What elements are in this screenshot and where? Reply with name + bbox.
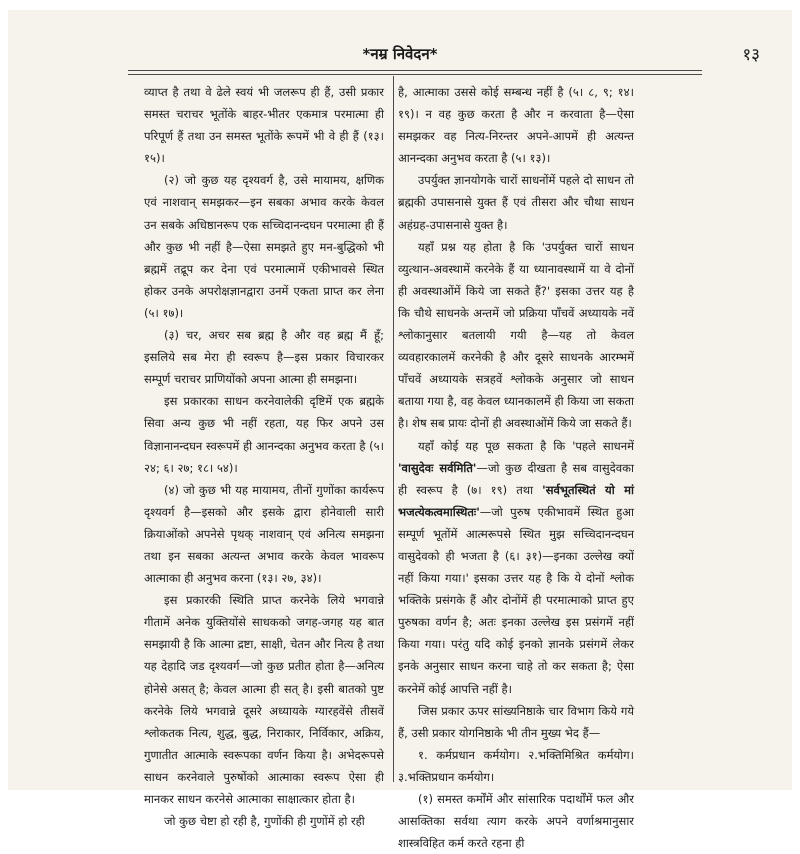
paragraph: उपर्युक्त ज्ञानयोगके चारों साधनोंमें पहले दो साधन तो ब्रह्मकी उपासनासे युक्त हैं एवं तीसरा और चौथा साधन अहंग्रह-उपासनासे युक्त है। xyxy=(398,173,634,232)
paragraph: (१) समस्त कर्मोंमें और सांसारिक पदार्थोंमें फल और आसक्तिका सर्वथा त्याग करके अपने वर्णाश्रमानुसार शास्त्रविहित कर्म करते रहना ही xyxy=(398,792,634,851)
text-run: —जो पुरुष एकीभावमें स्थित हुआ सम्पूर्ण भूतोंमें आत्मरूपसे स्थित मुझ सच्चिदानन्दघन वासुदेवको ही भजता है (६। ३१)—इनका उल्लेख क्यों नहीं किया गया।' इसका उत्तर यह है कि ये दोनों श्लोक भक्तिके प्रसंगके हैं और दोनोंमें ही परमात्माको प्राप्त हुए पुरुषका वर्णन है; अतः इनका उल्लेख इस प्रसंगमें नहीं किया गया। परंतु यदि कोई इनको ज्ञानके प्रसंगमें लेकर इनके अनुसार साधन करना चाहे तो कर सकता है; ऐसा करनेमें कोई आपत्ति नहीं है। xyxy=(398,504,634,696)
paragraph: है, आत्माका उससे कोई सम्बन्ध नहीं है (५। ८, ९; १४। १९)। न वह कुछ करता है और न करवाता है—ऐसा समझकर वह नित्य-निरन्तर अपने-आपमें ही अत्यन्त आनन्दका अनुभव करता है (५। १३)। xyxy=(398,85,634,166)
bold-quote: 'वासुदेवः सर्वमिति' xyxy=(398,460,477,475)
paragraph xyxy=(398,435,634,700)
header-rule-bottom xyxy=(128,74,702,75)
right-column xyxy=(398,81,634,854)
text-run: यहाँ कोई यह पूछ सकता है कि 'पहले साधनमें xyxy=(418,438,634,453)
paragraph: जो कुछ चेष्टा हो रही है, गुणोंकी ही गुणोंमें हो रही xyxy=(164,814,365,829)
running-title: *नम्र निवेदन* xyxy=(362,45,438,63)
left-column xyxy=(144,81,384,832)
paragraph: यहाँ प्रश्न यह होता है कि 'उपर्युक्त चारों साधन व्युत्थान-अवस्थामें करनेके हैं या ध्यानावस्थामें या वे दोनों ही अवस्थाओंमें किये जा सकते हैं?' इसका उत्तर यह है कि चौथे साधनके अन्तमें जो प्रक्रिया पाँचवें अध्यायके नवें श्लोकानुसार बतलायी गयी है—यह तो केवल व्यवहारकालमें करनेकी है और दूसरे साधनके आरम्भमें पाँचवें अध्यायके सत्रहवें श्लोकके अनुसार जो साधन बताया गया है, वह केवल ध्यानकालमें ही किया जा सकता है। शेष सब प्रायः दोनों ही अवस्थाओंमें किये जा सकते हैं। xyxy=(398,239,634,431)
paragraph: १. कर्मप्रधान कर्मयोग। २.भक्तिमिश्रित कर्मयोग। ३.भक्तिप्रधान कर्मयोग। xyxy=(398,747,634,784)
paragraph: व्याप्त है तथा वे ढेले स्वयं भी जलरूप ही हैं, उसी प्रकार समस्त चराचर भूतोंके बाहर-भीतर एकमात्र परमात्मा ही परिपूर्ण हैं तथा उन समस्त भूतोंके रूपमें भी वे ही हैं (१३। १५)। xyxy=(144,85,384,166)
bold-quote: 'सर्वभूतस्थितं यो मां भजत्येकत्वमास्थितः' xyxy=(398,482,634,519)
column-divider xyxy=(393,76,394,782)
paragraph: (२) जो कुछ यह दृश्यवर्ग है, उसे मायामय, क्षणिक एवं नाशवान् समझकर—इन सबका अभाव करके केवल उन सबके अधिष्ठानरूप एक सच्चिदानन्दघन परमात्मा ही हैं और कुछ भी नहीं है—ऐसा समझते हुए मन-बुद्धिको भी ब्रह्ममें तद्रूप कर देना एवं परमात्मामें एकीभावसे स्थित होकर उनके अपरोक्षज्ञानद्वारा उनमें एकता प्राप्त कर लेना (५। १७)। xyxy=(144,173,384,320)
book-page xyxy=(8,10,792,851)
header-rule-top xyxy=(128,70,702,71)
paragraph: इस प्रकारका साधन करनेवालेकी दृष्टिमें एक ब्रह्मके सिवा अन्य कुछ भी नहीं रहता, यह फिर अपने उस विज्ञानानन्दघन स्वरूपमें ही आनन्दका अनुभव करता है (५। २४; ६। २७; १८। ५४)। xyxy=(144,394,384,475)
page-number: १३ xyxy=(742,45,760,65)
text-run: —जो कुछ दीखता है सब वासुदेवका ही स्वरूप है (७। १९) तथा xyxy=(398,460,634,497)
paragraph: (४) जो कुछ भी यह मायामय, तीनों गुणोंका कार्यरूप दृश्यवर्ग है—इसको और इसके द्वारा होनेवाली सारी क्रियाओंको अपनेसे पृथक् नाशवान् एवं अनित्य समझना तथा इन सबका अत्यन्त अभाव करके केवल भावरूप आत्माका ही अनुभव करना (१३। २७, ३४)। xyxy=(144,482,384,586)
page-header xyxy=(8,44,792,72)
paragraph: जिस प्रकार ऊपर सांख्यनिष्ठाके चार विभाग किये गये हैं, उसी प्रकार योगनिष्ठाके भी तीन मुख्य भेद हैं— xyxy=(398,703,634,740)
paragraph: इस प्रकारकी स्थिति प्राप्त करनेके लिये भगवान्ने गीतामें अनेक युक्तियोंसे साधकको जगह-जगह यह बात समझायी है कि आत्मा द्रष्टा, साक्षी, चेतन और नित्य है तथा यह देहादि जड दृश्यवर्ग—जो कुछ प्रतीत होता है—अनित्य होनेसे असत् है; केवल आत्मा ही सत् है। इसी बातको पुष्ट करनेके लिये भगवान्ने दूसरे अध्यायके ग्यारहवेंसे तीसवें श्लोकतक नित्य, शुद्ध, बुद्ध, निराकार, निर्विकार, अक्रिय, गुणातीत आत्माके स्वरूपका वर्णन किया है। अभेदरूपसे साधन करनेवाले पुरुषोंको आत्माका स्वरूप ऐसा ही मानकर साधन करनेसे आत्माका साक्षात्कार होता है। xyxy=(144,593,384,806)
paragraph: (३) चर, अचर सब ब्रह्म है और वह ब्रह्म मैं हूँ; इसलिये सब मेरा ही स्वरूप है—इस प्रकार विचारकर सम्पूर्ण चराचर प्राणियोंको अपना आत्मा ही समझना। xyxy=(144,328,384,387)
